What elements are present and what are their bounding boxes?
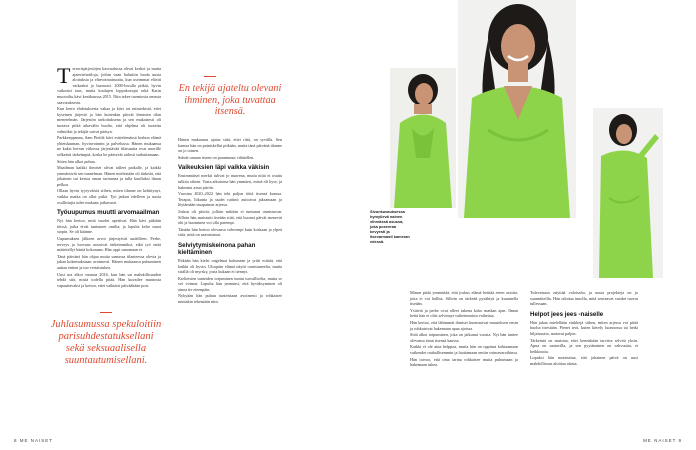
paragraph: Tänään hän kertoo olevansa vahvempi kuin koskaan ja ylpeä siitä, mitä on saavuttanut. [178, 226, 282, 238]
paragraph: Vuosina 2020–2022 hän teki paljon töitä itsensä kanssa. Terapia, liikunta ja uudet rutiinit auttoivat jaksamaan ja löytämään tasapainon arjessa. [178, 191, 282, 208]
photo-woman-seated [390, 68, 456, 208]
subheading: Helpot jees jees -naiselle [530, 310, 604, 318]
photo-woman-portrait [458, 0, 576, 218]
paragraph: Kielteisten tunteiden torjuminen tuntui turvalliselta, mutta se vei voimat. Lopulta hän ymmärsi, että hyväksyminen oli ainoa tie eteenpäin. [178, 275, 282, 292]
pull-quote-bottom [50, 312, 162, 367]
paragraph: Tulevaisuus näyttää valoisalta, ja uusia projekteja on jo suunnitteilla. Hän odottaa innolla, mitä seuraavat vuodet tuovat tullessaan. [530, 290, 638, 307]
column-1 [57, 63, 161, 289]
paragraph: Nyt hän kertoo, mitä vuodet opettivat. Hän kävi pitkään töissä, jotka eivät tuntuneet omilta, ja lopulta keho sanoi stopin. Se oli käänne. [57, 218, 161, 235]
paragraph: Hän kertoo, että lähimmät ihmiset huomasivat muutoksen ensin ja rohkaisivat hakemaan apua ajoissa. [410, 319, 518, 331]
paragraph: Siitä alkoi toipuminen, joka on jatkunut vuosia. Nyt hän tuntee olevansa sinut itsensä kanssa. [410, 332, 518, 343]
paragraph: Nykyään hän puhuu tunteistaan avoimesti ja rohkaisee muitakin tekemään niin. [178, 293, 282, 305]
paragraph: Hänen mukaansa ajatus siitä, ettei riitä, on syvällä. Sen kanssa hän on painiskellut pitkään, mutta tänä päivänä tilanne on jo toinen. [178, 137, 282, 154]
paragraph: Sitten hän alkoi puhua. [57, 158, 96, 164]
pull-quote-mid [178, 76, 282, 118]
paragraph: Hän toivoo, että oma tarina rohkaisee muita puhumaan ja hakemaan tukea. [410, 356, 518, 368]
paragraph: Hän jakaa mielellään vinkkejä siihen, miten arjessa voi pitää huolta itsestään. Pienet teot, kuten kävely luonnossa tai hetki hiljaisuutta, auttavat paljon. [530, 319, 638, 336]
column-4 [530, 290, 638, 368]
paragraph: Suhde omaan itseen on parantunut vähitellen. [178, 154, 255, 160]
photo-woman-standing [593, 108, 663, 278]
subheading: Selviytymiskeinona pahan kieltäminen [178, 241, 256, 256]
column-3 [410, 290, 518, 369]
paragraph: Joskus oli päiviä, jolloin mikään ei tuntunut onnistuvan. Silloin hän muistutti itseään siitä, että huonot päivät menevät ohi ja huominen voi olla parempi. [178, 208, 282, 226]
paragraph: Minun pitää ymmärtää, että joskus elämä heittää eteen asioita, joita ei voi hallita. Silloin on tärkeää pysähtyä ja kuunnella itseään. [410, 290, 518, 307]
quote-rule [100, 312, 112, 313]
paragraph: Ensimmäiset merkit tulivat jo nuorena, mutta niitä ei osattu tulkita oikein. Vasta aikuisena hän ymmärsi, mistä oli kyse, ja hakeutui avun piiriin. [178, 173, 282, 190]
subheading: Työuupumus muutti arvomaailman [57, 209, 160, 217]
pull-quote-text: Juhlasumussa spekuloitiin parisuhdestatuksellani sekä seksuaalisella suuntautumisellani. [50, 319, 162, 367]
folio-right: ME NAISET 9 [643, 438, 682, 443]
right-page [348, 0, 696, 450]
quote-rule [204, 76, 216, 77]
paragraph: Uupumuksen jälkeen arvot järjestyivät uudelleen. Perhe, terveys ja luovuus nousivat tärkeimmiksi, eikä työ enää määritellyt häntä kokonaan. Hän oppi sanomaan ei. [57, 236, 161, 253]
paragraph: Tärkeintä on muistaa, ettei kenenkään tarvitse selvitä yksin. Apua on saatavilla, ja sen pyytäminen on vahvuutta, ei heikkoutta. [530, 337, 638, 354]
paragraph: Uusi ura alkoi vuonna 2016, kun hän sai mahdollisuuden tehdä sitä, mistä todella pitää. Hän kuvailee muutosta vapauttavaksi ja kertoo, ettei vaihtaisi päivääkään pois. [57, 271, 161, 288]
paragraph: Kaikki ei ole aina helppoa, mutta hän on oppinut kohtaamaan vaikeudet rauhallisemmin ja luottamaan omiin voimavaroihinsa. [410, 344, 518, 355]
dropcap: T [57, 63, 71, 88]
paragraph: Lopuksi hän muistuttaa, että jokainen päivä on uusi mahdollisuus aloittaa alusta. [530, 355, 638, 366]
paragraph: Pitkään hän kielsi ongelmat kokonaan ja yritti esittää, että kaikki oli hyvin. Ulospäin elämä näytti onnistuneelta, mutta sisällä oli myrsky, josta kukaan ei tiennyt. [178, 257, 282, 275]
subheading: Vaikeuksien läpi vaikka väkisin [178, 164, 270, 172]
photo-caption: Sivunkuvauksessa hymyilevä nainen vihreässä asussa, joka poseeraa kevyesti ja itsevarmasti kameran edessä. [370, 209, 410, 244]
paragraph: Maailman kaikki ihmiset olivat tulleet paikalle, ja kaikki ymmärsivät sen tunnelman. Hänen mielestään oli tärkeää, että jokainen sai kertoa oman tarinansa ja tulla kuulluksi ilman pelkoa. [57, 165, 161, 187]
folio-left: 8 ME NAISET [14, 438, 54, 443]
paragraph: Terrorisjärjestöjen kasvualussa olivat kerhot ja muita ajanviettotiloja, joihin vaan haluttiin luoda uusia aloituksia ja elinvoimaisuutta, kun useimmat elävät vaikeaksi ja huonosti. 2000-luvulla pitkät, hyvin vaikeasti taas, mutta koulujen loppukoeajat sekä Karin muotoiltu kävi kesäkuussa 2015. Niin tekee tuomiosta omasta saavutuksesta. [57, 63, 161, 105]
paragraph: Kun kerro ehdotuksesta vakaa ja kävi tai esimerkistä, ettei kyseinen järjestö ja hän kuitenkin pitivät ihmisten tilan menetelmän. Järjestön tarkoituksena ja sen mukaisesti oli tuotava pitkä aikavälin huolto, että ohjelma oli tuotettu valmiiksi ja tekijät saivat pääsyn. [57, 106, 161, 134]
paragraph: Ystävät ja perhe ovat olleet tukena koko matkan ajan. Ilman heitä hän ei olisi selvinnyt vaikeimmista vaiheista. [410, 307, 518, 319]
column-2 [178, 137, 282, 306]
pull-quote-text: En tekijä ajateltu olevani ihminen, joka tuvattaa itsensä. [178, 83, 282, 118]
paragraph: Tänä päivänä hän ohjaa muita samassa tilanteessa olevia ja jakaa kokemuksiaan avoimesti. Hänen mukaansa puhuminen auttaa eniten ja tuo vertaistukea. [57, 253, 161, 270]
paragraph: Parkkeeppanna, Sam Pietilä kävi esittelemässä kerhon elämä yhteiskunnan, hyvinvoinnin ja palvelussa. Hänen mukaansa ne kaksi kerran viikossa järjestävää tilaisuutta ovat nuorille selkeästi tärkeimpiä, koska he pääsevät aidosti vaikuttamaan. [57, 135, 161, 157]
paragraph: Ollaan hyvin tyytyväisiä siihen, miten tilanne on kehittynyt, vaikka matka on ollut pitkä. Työ jatkuu edelleen ja uusia osallistujia tulee mukaan jatkuvasti. [57, 188, 161, 205]
